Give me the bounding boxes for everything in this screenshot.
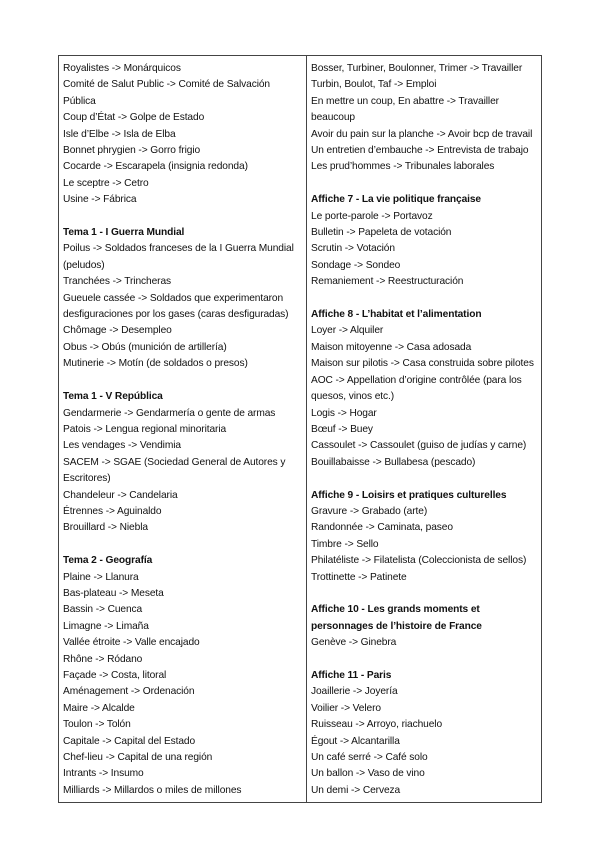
vocab-entry: Le sceptre -> Cetro [63, 177, 149, 189]
vocab-entry: Remaniement -> Reestructuración [311, 276, 464, 288]
vocab-entry: Bouillabaisse -> Bullabesa (pescado) [311, 456, 476, 468]
vocab-entry: Bassin -> Cuenca [63, 604, 143, 616]
vocab-entry: SACEM -> SGAE (Sociedad General de Autores y Escritores) [63, 456, 286, 485]
vocab-entry: Logis -> Hogar [311, 407, 377, 419]
vocab-entry: Joaillerie -> Joyería [311, 686, 398, 698]
vocab-entry: Vallée étroite -> Valle encajado [63, 637, 200, 649]
vocab-entry: Cocarde -> Escarapela (insignia redonda) [63, 161, 248, 173]
vocab-entry: Maire -> Alcalde [63, 702, 135, 714]
vocab-entry: Rhône -> Ródano [63, 653, 143, 665]
vocab-entry: Chômage -> Desempleo [63, 325, 172, 337]
section-heading: Affiche 10 - Les grands moments et personnages de l’histoire de France [311, 604, 482, 632]
section-heading: Tema 1 - V República [63, 391, 163, 403]
vocab-entry: Sondage -> Sondeo [311, 259, 401, 271]
vocab-entry: Façade -> Costa, litoral [63, 669, 167, 681]
vocab-entry: Poilus -> Soldados franceses de la I Guerra Mundial (peludos) [63, 243, 294, 271]
vocab-entry: Étrennes -> Aguinaldo [63, 505, 162, 517]
section-heading: Tema 1 - I Guerra Mundial [63, 227, 185, 239]
vocab-entry: Toulon -> Tolón [63, 719, 131, 731]
vocab-entry: Patois -> Lengua regional minoritaria [63, 423, 227, 435]
vocab-entry: Le porte-parole -> Portavoz [311, 210, 433, 222]
vocab-entry: Randonnée -> Caminata, paseo [311, 522, 453, 534]
vocab-entry: Bonnet phrygien -> Gorro frigio [63, 145, 201, 157]
vocabulary-table [58, 55, 542, 803]
right-column-cell [307, 56, 542, 803]
vocab-entry: Bulletin -> Papeleta de votación [311, 227, 452, 239]
section-heading: Affiche 9 - Loisirs et pratiques culturelles [311, 489, 507, 501]
vocab-entry: Mutinerie -> Motín (de soldados o presos) [63, 358, 248, 370]
vocab-entry: Bœuf -> Buey [311, 423, 373, 435]
vocab-entry: Plaine -> Llanura [63, 571, 139, 583]
vocab-entry: Un café serré -> Café solo [311, 751, 428, 763]
vocab-entry: Cassoulet -> Cassoulet (guiso de judías y carne) [311, 440, 527, 452]
vocab-entry: Un entretien d’embauche -> Entrevista de trabajo [311, 145, 529, 157]
vocab-entry: Intrants -> Insumo [63, 768, 144, 780]
left-column-cell [59, 56, 307, 803]
vocab-entry: Capitale -> Capital del Estado [63, 735, 196, 747]
section-heading: Tema 2 - Geografía [63, 555, 153, 567]
left-column [63, 61, 303, 799]
vocab-entry: Les vendages -> Vendimia [63, 440, 181, 452]
vocab-entry: Comité de Salut Public -> Comité de Salvación Pública [63, 79, 270, 107]
vocab-entry: Scrutin -> Votación [311, 243, 395, 255]
vocab-entry: Aménagement -> Ordenación [63, 686, 195, 698]
vocab-entry: Chef-lieu -> Capital de una región [63, 752, 213, 764]
vocab-entry: En mettre un coup, En abattre -> Travailler beaucoup [311, 95, 499, 124]
vocab-entry: Milliards -> Millardos o miles de millones [63, 784, 242, 796]
vocab-entry: Philatéliste -> Filatelista (Coleccionista de sellos) [311, 555, 527, 567]
vocab-entry: Gueuele cassée -> Soldados que experimentaron desfiguraciones por los gases (caras desfiguradas) [63, 292, 289, 321]
section-heading: Affiche 11 - Paris [311, 669, 392, 681]
vocab-entry: Les prud’hommes -> Tribunales laborales [311, 161, 495, 173]
vocab-entry: Genève -> Ginebra [311, 637, 397, 649]
vocab-entry: Maison mitoyenne -> Casa adosada [311, 341, 472, 353]
section-heading: Affiche 8 - L’habitat et l’alimentation [311, 309, 482, 321]
vocab-entry: Gravure -> Grabado (arte) [311, 505, 428, 517]
vocab-entry: Gendarmerie -> Gendarmería o gente de armas [63, 407, 276, 419]
vocab-entry: Un demi -> Cerveza [311, 784, 401, 796]
vocab-entry: Turbin, Boulot, Taf -> Emploi [311, 79, 437, 91]
vocab-entry: Limagne -> Limaña [63, 620, 149, 632]
section-heading: Affiche 7 - La vie politique française [311, 194, 481, 206]
vocab-entry: Chandeleur -> Candelaria [63, 489, 178, 501]
vocab-entry: Égout -> Alcantarilla [311, 735, 400, 747]
vocab-entry: Bas-plateau -> Meseta [63, 587, 164, 599]
vocab-entry: Isle d’Elbe -> Isla de Elba [63, 128, 176, 140]
vocab-entry: Un ballon -> Vaso de vino [311, 768, 425, 780]
right-column [311, 61, 538, 799]
vocab-entry: Voilier -> Velero [311, 702, 381, 714]
vocab-entry: Trottinette -> Patinete [311, 571, 407, 583]
vocab-entry: Ruisseau -> Arroyo, riachuelo [311, 719, 443, 731]
vocab-entry: Avoir du pain sur la planche -> Avoir bcp de travail [311, 128, 533, 140]
vocab-entry: Maison sur pilotis -> Casa construida sobre pilotes [311, 358, 534, 370]
vocab-entry: Tranchées -> Trincheras [63, 276, 172, 288]
vocab-entry: Bosser, Turbiner, Boulonner, Trimer -> Travailler [311, 63, 523, 74]
vocab-entry: Timbre -> Sello [311, 538, 379, 550]
vocab-entry: Brouillard -> Niebla [63, 522, 148, 534]
vocab-entry: Obus -> Obús (munición de artillería) [63, 341, 227, 353]
vocab-entry: Usine -> Fábrica [63, 194, 137, 206]
vocab-entry: Coup d’État -> Golpe de Estado [63, 112, 205, 124]
vocab-entry: Loyer -> Alquiler [311, 325, 384, 337]
vocab-entry: AOC -> Appellation d’origine contrôlée (para los quesos, vinos etc.) [311, 374, 522, 403]
vocab-entry: Royalistes -> Monárquicos [63, 63, 181, 74]
